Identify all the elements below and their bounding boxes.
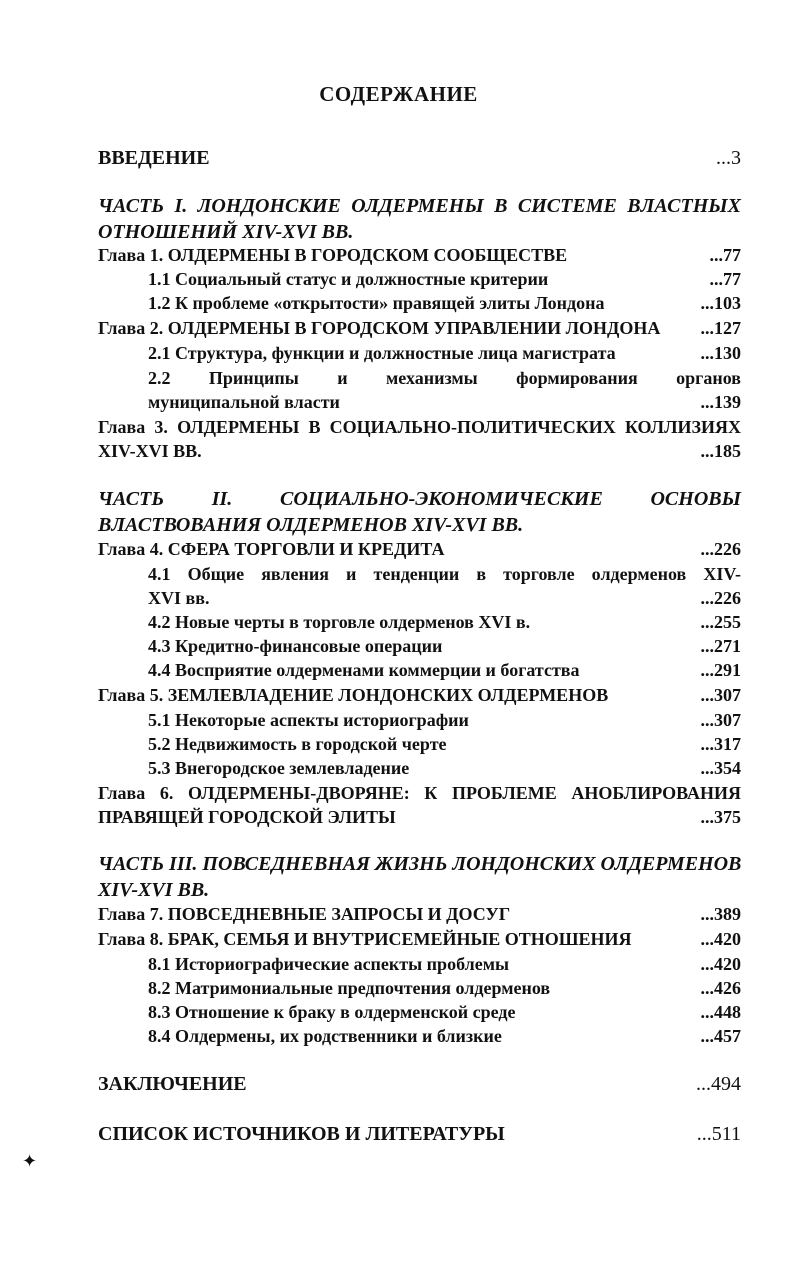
toc-entry-section-4-1-line1: 4.1 Общие явления и тенденции в торговле олдерменов XIV- <box>148 564 741 584</box>
entry-page: ...255 <box>700 612 741 632</box>
toc-entry-section-8-3 <box>148 1000 741 1024</box>
entry-page: ...307 <box>700 685 741 705</box>
entry-page: ...291 <box>700 660 741 680</box>
entry-page: ...375 <box>700 807 741 827</box>
entry-page: ...426 <box>700 978 741 998</box>
entry-page: ...226 <box>700 588 741 608</box>
entry-label: Глава 2. ОЛДЕРМЕНЫ В ГОРОДСКОМ УПРАВЛЕНИИ ЛОНДОНА <box>98 318 661 338</box>
entry-page: ...511 <box>696 1123 741 1145</box>
entry-label: XVI вв. <box>148 588 210 608</box>
page-title: СОДЕРЖАНИЕ <box>319 82 478 106</box>
toc-entry-chapter-7 <box>98 902 741 926</box>
part-2-heading-line1: ЧАСТЬ II. СОЦИАЛЬНО-ЭКОНОМИЧЕСКИЕ ОСНОВЫ <box>98 488 741 510</box>
entry-page: ...448 <box>700 1002 741 1022</box>
entry-label: Глава 5. ЗЕМЛЕВЛАДЕНИЕ ЛОНДОНСКИХ ОЛДЕРМЕНОВ <box>98 685 609 705</box>
entry-page: ...307 <box>700 710 741 730</box>
scan-mark-icon: ✦ <box>22 1151 38 1171</box>
toc-entry-section-4-1 <box>148 586 741 610</box>
part-3-heading <box>98 851 741 903</box>
entry-label: Глава 1. ОЛДЕРМЕНЫ В ГОРОДСКОМ СООБЩЕСТВЕ <box>98 245 568 265</box>
entry-label: Глава 7. ПОВСЕДНЕВНЫЕ ЗАПРОСЫ И ДОСУГ <box>98 904 511 924</box>
entry-label: Глава 4. СФЕРА ТОРГОВЛИ И КРЕДИТА <box>98 539 445 559</box>
entry-label: 8.1 Историографические аспекты проблемы <box>148 954 510 974</box>
toc-entry-section-5-3 <box>148 756 741 780</box>
entry-page: ...420 <box>700 929 741 949</box>
entry-page: ...103 <box>700 293 741 313</box>
toc-entry-section-8-4 <box>148 1024 741 1048</box>
entry-label: ВВЕДЕНИЕ <box>98 147 210 169</box>
toc-entry-chapter-5 <box>98 683 741 707</box>
toc-entry-section-1-1 <box>148 267 741 291</box>
part-2-heading <box>98 486 741 538</box>
toc-entry-chapter-6 <box>98 805 741 829</box>
entry-label: 5.3 Внегородское землевладение <box>148 758 410 778</box>
entry-label: 8.2 Матримониальные предпочтения олдерменов <box>148 978 551 998</box>
toc-entry-section-2-2 <box>148 390 741 414</box>
toc-entry-chapter-6-line1: Глава 6. ОЛДЕРМЕНЫ-ДВОРЯНЕ: К ПРОБЛЕМЕ АНОБЛИРОВАНИЯ <box>98 783 741 803</box>
toc-entry-chapter-1 <box>98 243 741 267</box>
entry-page: ...389 <box>700 904 741 924</box>
entry-page: ...271 <box>700 636 741 656</box>
toc-entry-section-5-2 <box>148 732 741 756</box>
toc-entry-conclusion <box>98 1072 741 1096</box>
entry-label: 4.2 Новые черты в торговле олдерменов XVI в. <box>148 612 531 632</box>
part-1-heading-line2: ОТНОШЕНИЙ XIV-XVI ВВ. <box>98 221 354 243</box>
entry-page: ...457 <box>700 1026 741 1046</box>
entry-label: 8.3 Отношение к браку в олдерменской среде <box>148 1002 516 1022</box>
entry-page: ...354 <box>700 758 741 778</box>
toc-entry-chapter-2 <box>98 316 741 340</box>
part-3-heading-line1: ЧАСТЬ III. ПОВСЕДНЕВНАЯ ЖИЗНЬ ЛОНДОНСКИХ ОЛДЕРМЕНОВ <box>98 853 742 875</box>
toc-entry-section-8-1 <box>148 952 741 976</box>
entry-page: ...127 <box>700 318 741 338</box>
toc-entry-chapter-8 <box>98 927 741 951</box>
entry-label: 2.1 Структура, функции и должностные лица магистрата <box>148 343 616 363</box>
entry-label: Глава 8. БРАК, СЕМЬЯ И ВНУТРИСЕМЕЙНЫЕ ОТНОШЕНИЯ <box>98 929 632 949</box>
toc-entry-intro <box>98 146 741 170</box>
part-1-heading-line1: ЧАСТЬ I. ЛОНДОНСКИЕ ОЛДЕРМЕНЫ В СИСТЕМЕ ВЛАСТНЫХ <box>98 195 741 217</box>
toc-entry-chapter-3 <box>98 439 741 463</box>
entry-page: ...130 <box>700 343 741 363</box>
entry-label: 5.2 Недвижимость в городской черте <box>148 734 447 754</box>
toc-entry-section-2-1 <box>148 341 741 365</box>
entry-label: 8.4 Олдермены, их родственники и близкие <box>148 1026 502 1046</box>
entry-label: ЗАКЛЮЧЕНИЕ <box>98 1073 247 1095</box>
entry-label: 4.3 Кредитно-финансовые операции <box>148 636 443 656</box>
part-3-heading-line2: XIV-XVI ВВ. <box>98 879 210 901</box>
entry-page: ...139 <box>700 392 741 412</box>
toc-entry-section-1-2 <box>148 291 741 315</box>
entry-page: ...185 <box>700 441 741 461</box>
entry-label: XIV-XVI ВВ. <box>98 441 202 461</box>
part-1-heading <box>98 193 741 245</box>
entry-page: ...420 <box>700 954 741 974</box>
toc-entry-chapter-4 <box>98 537 741 561</box>
entry-page: ...3 <box>716 147 741 169</box>
entry-page: ...77 <box>709 245 741 265</box>
entry-page: ...494 <box>696 1073 741 1095</box>
entry-label: 1.1 Социальный статус и должностные критерии <box>148 269 549 289</box>
toc-entry-section-2-2-line1: 2.2 Принципы и механизмы формирования органов <box>148 368 741 388</box>
part-2-heading-line2: ВЛАСТВОВАНИЯ ОЛДЕРМЕНОВ XIV-XVI ВВ. <box>98 514 524 536</box>
entry-label: 5.1 Некоторые аспекты историографии <box>148 710 469 730</box>
entry-label: 4.4 Восприятие олдерменами коммерции и богатства <box>148 660 580 680</box>
entry-label: 1.2 К проблеме «открытости» правящей элиты Лондона <box>148 293 605 313</box>
entry-label: ПРАВЯЩЕЙ ГОРОДСКОЙ ЭЛИТЫ <box>98 807 396 827</box>
toc-entry-section-4-3 <box>148 634 741 658</box>
toc-entry-bibliography <box>98 1122 741 1146</box>
entry-page: ...317 <box>700 734 741 754</box>
toc-entry-section-8-2 <box>148 976 741 1000</box>
toc-entry-section-4-2 <box>148 610 741 634</box>
entry-label: СПИСОК ИСТОЧНИКОВ И ЛИТЕРАТУРЫ <box>98 1123 505 1145</box>
toc-entry-chapter-3-line1: Глава 3. ОЛДЕРМЕНЫ В СОЦИАЛЬНО-ПОЛИТИЧЕСКИХ КОЛЛИЗИЯХ <box>98 417 741 437</box>
entry-label: муниципальной власти <box>148 392 340 412</box>
toc-entry-section-4-4 <box>148 658 741 682</box>
entry-page: ...226 <box>700 539 741 559</box>
entry-page: ...77 <box>709 269 741 289</box>
toc-entry-section-5-1 <box>148 708 741 732</box>
